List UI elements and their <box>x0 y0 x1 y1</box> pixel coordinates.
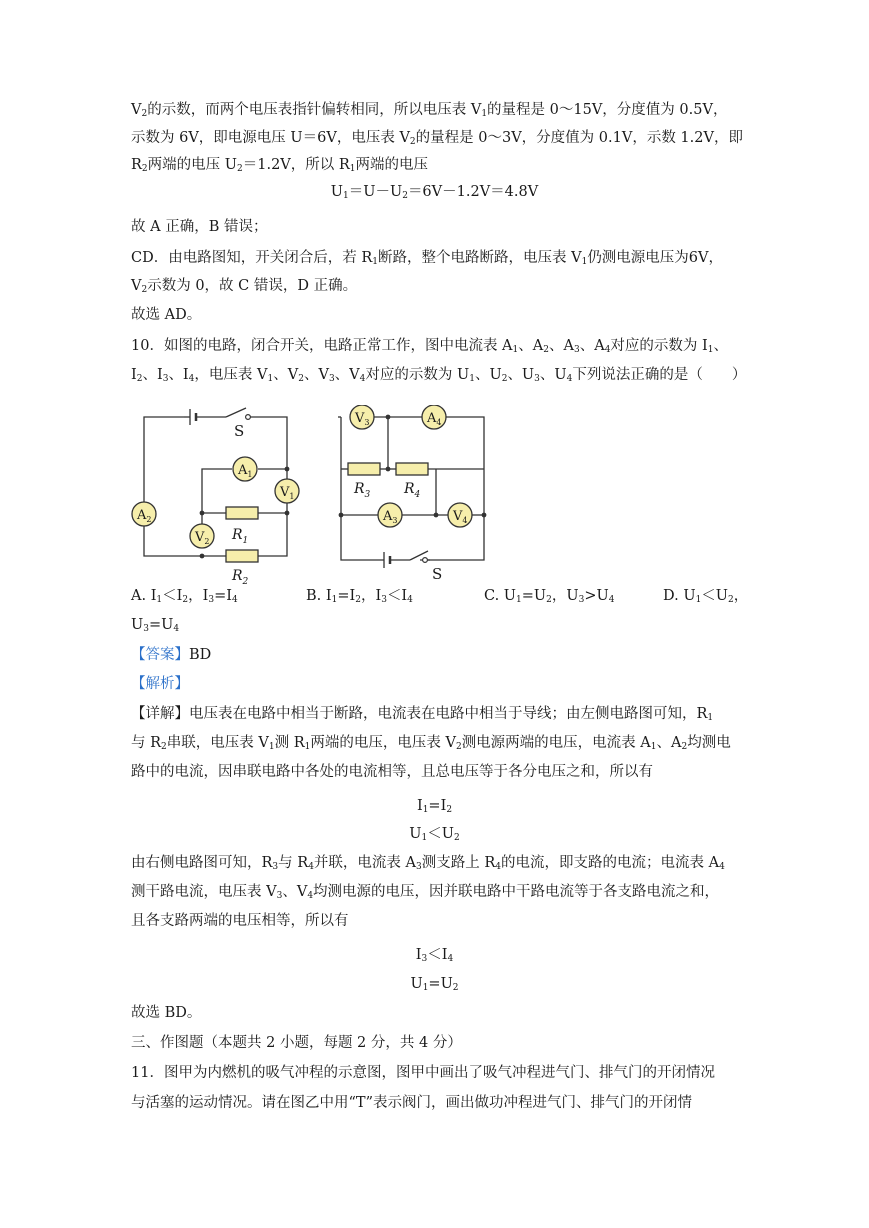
text-run: U <box>131 617 144 633</box>
subscript: 1 <box>267 374 274 384</box>
subscript: 1 <box>512 345 519 355</box>
text-run: 测干路电流，电压表 V <box>131 884 277 900</box>
text-line-l14 <box>131 674 189 694</box>
subscript: 2 <box>543 345 549 355</box>
text-run: 对应的示数为 I <box>610 338 708 354</box>
resistor-R2 <box>226 550 258 585</box>
text-run: 、V <box>273 367 299 383</box>
text-run: 测 R <box>274 735 305 751</box>
subscript: 1 <box>695 595 702 605</box>
subscript: 2 <box>141 285 148 295</box>
text-line-l5 <box>131 217 267 237</box>
svg-text:A4: $A_4$ <box>427 411 442 427</box>
subscript: 3 <box>208 595 215 605</box>
text-run: 、U <box>474 367 502 383</box>
text-line-l11d <box>663 586 748 610</box>
text-run: 故选 AD。 <box>131 307 202 323</box>
subscript: 4 <box>188 374 195 384</box>
text-line-l2 <box>131 128 743 152</box>
text-run: BD <box>189 647 212 663</box>
text-run: 、U <box>539 367 567 383</box>
text-line-l18 <box>131 796 738 820</box>
text-run: 、I <box>142 367 163 383</box>
text-run: 并联，电流表 A <box>313 855 417 871</box>
subscript: 2 <box>446 805 453 815</box>
text-run: 、V <box>282 884 308 900</box>
switch-label-left: S <box>234 422 245 440</box>
text-run: U <box>330 184 344 200</box>
text-run: ，I <box>360 588 382 604</box>
text-run: ＜I <box>427 947 448 963</box>
text-run: 、V <box>303 367 329 383</box>
text-line-l17 <box>131 762 653 782</box>
text-run: 、I <box>168 367 189 383</box>
text-run: ＜I <box>162 588 183 604</box>
text-line-l26 <box>131 1033 462 1053</box>
text-line-l10 <box>131 365 746 389</box>
text-run: ，I <box>188 588 209 604</box>
text-run: =U <box>521 588 547 604</box>
subscript: 2 <box>298 374 304 384</box>
text-run: 故选 BD。 <box>131 1005 202 1021</box>
svg-text:R2: $R_2$ <box>232 568 249 585</box>
subscript: 4 <box>231 595 238 605</box>
subscript: 4 <box>307 891 314 901</box>
text-run: 串联，电压表 V <box>166 735 269 751</box>
text-run: ， <box>733 588 749 604</box>
subscript: 2 <box>402 191 408 201</box>
text-run: 仍测电源电压为6V， <box>587 250 724 266</box>
ammeter-A2 <box>132 502 156 526</box>
resistor-R4 <box>396 463 428 500</box>
subscript: 3 <box>573 345 580 355</box>
svg-text:V4: $V_4$ <box>453 509 468 525</box>
text-line-l11 <box>131 586 238 610</box>
text-line-l12 <box>131 615 179 639</box>
text-run: I <box>416 798 423 814</box>
text-line-l28 <box>131 1093 692 1113</box>
resistor-R3 <box>348 463 380 500</box>
text-run: ＜U <box>427 826 454 842</box>
subscript: 2 <box>453 833 460 843</box>
text-line-l24 <box>131 974 738 998</box>
text-run: ＝1.2V，所以 R <box>242 157 350 173</box>
text-line-l22 <box>131 911 349 931</box>
text-run: 与 R <box>131 735 162 751</box>
subscript: 1 <box>343 191 349 201</box>
text-run: V <box>131 102 142 118</box>
text-run: 、A <box>518 338 544 354</box>
text-run: 测支路上 R <box>421 855 496 871</box>
text-run: A. I <box>131 588 157 604</box>
text-run: =I <box>214 588 232 604</box>
subscript: 3 <box>143 624 149 634</box>
text-run: D. U <box>663 588 696 604</box>
text-run: 两端的电压，电压表 V <box>310 735 456 751</box>
subscript: 1 <box>422 983 429 993</box>
text-run: 【详解】电压表在电路中相当于断路，电流表在电路中相当于导线；由左侧电路图可知，R <box>131 706 708 722</box>
text-run: 【答案】 <box>131 647 189 663</box>
text-run: 两端的电压 U <box>147 157 237 173</box>
text-run: 11．图甲为内燃机的吸气冲程的示意图，图甲中画出了吸气冲程进气门、排气门的开闭情况 <box>131 1065 715 1081</box>
text-run: 、 <box>713 338 728 354</box>
svg-text:A1: $A_1$ <box>238 463 253 479</box>
text-run: B. I <box>306 588 332 604</box>
text-line-l16 <box>131 733 731 757</box>
text-line-l21 <box>131 882 719 906</box>
text-run: C. U <box>484 588 517 604</box>
text-run: ，电压表 V <box>194 367 268 383</box>
subscript: 4 <box>608 595 615 605</box>
text-run: =U <box>428 976 453 992</box>
subscript: 3 <box>328 374 335 384</box>
text-line-l1 <box>131 100 727 124</box>
subscript: 1 <box>331 595 338 605</box>
svg-text:R1: $R_1$ <box>232 527 249 546</box>
subscript: 1 <box>481 109 488 119</box>
text-run: 下列说法正确的是（ ） <box>572 367 747 383</box>
text-run: =I <box>428 798 447 814</box>
text-line-l11b <box>306 586 413 610</box>
circuit-diagram-left <box>128 405 304 585</box>
text-run: 、A <box>656 735 682 751</box>
subscript: 3 <box>416 862 422 872</box>
text-run: 10．如图的电路，闭合开关，电路正常工作，图中电流表 A <box>131 338 513 354</box>
subscript: 3 <box>276 891 283 901</box>
text-run: 示数为 6V，即电源电压 U＝6V，电压表 V <box>131 130 410 146</box>
subscript: 1 <box>349 164 356 174</box>
subscript: 4 <box>719 862 725 872</box>
text-run: >U <box>584 588 609 604</box>
subscript: 1 <box>268 742 275 752</box>
text-run: 与 R <box>278 855 309 871</box>
ammeter-A1 <box>233 457 257 481</box>
subscript: 3 <box>534 374 540 384</box>
text-line-l3 <box>131 155 428 179</box>
text-run: 【解析】 <box>131 676 189 692</box>
subscript: 3 <box>162 374 169 384</box>
text-line-l7 <box>131 276 357 300</box>
text-run: 与活塞的运动情况。请在图乙中用“T”表示阀门，画出做功冲程进气门、排气门的开闭情 <box>131 1095 692 1111</box>
subscript: 1 <box>707 345 714 355</box>
text-run: ＜I <box>386 588 408 604</box>
voltmeter-V4 <box>448 503 472 527</box>
text-run: 路中的电流，因串联电路中各处的电流相等，且总电压等于各分电压之和，所以有 <box>131 764 653 780</box>
text-run: ，U <box>551 588 579 604</box>
subscript: 3 <box>272 862 279 872</box>
subscript: 1 <box>650 742 657 752</box>
subscript: 2 <box>141 164 148 174</box>
subscript: 4 <box>566 374 573 384</box>
subscript: 2 <box>237 164 243 174</box>
svg-text:R4: $R_4$ <box>404 481 421 500</box>
text-line-l23 <box>131 945 738 969</box>
text-line-l6 <box>131 248 723 272</box>
text-run: =I <box>337 588 356 604</box>
text-run: 的量程是 0～3V，分度值为 0.1V，示数 1.2V，即 <box>415 130 743 146</box>
resistor-R1 <box>226 507 258 546</box>
text-run: 、A <box>579 338 605 354</box>
text-run: 由右侧电路图可知，R <box>131 855 273 871</box>
subscript: 2 <box>452 983 459 993</box>
circuit-diagram-right <box>334 405 494 585</box>
text-run: 三、作图题（本题共 2 小题，每题 2 分，共 4 分） <box>131 1035 462 1051</box>
text-run: 两端的电压 <box>355 157 429 173</box>
subscript: 2 <box>728 595 734 605</box>
text-run: 的示数，而两个电压表指针偏转相同，所以电压表 V <box>147 102 482 118</box>
text-run: R <box>131 157 142 173</box>
voltmeter-V2 <box>190 524 214 548</box>
text-run: 、A <box>548 338 574 354</box>
text-line-l19 <box>131 824 738 848</box>
subscript: 4 <box>447 954 454 964</box>
subscript: 2 <box>409 137 416 147</box>
voltmeter-V3 <box>350 405 374 429</box>
text-run: 的量程是 0～15V，分度值为 0.5V， <box>487 102 728 118</box>
subscript: 3 <box>421 954 428 964</box>
svg-text:A2: $A_2$ <box>137 508 152 524</box>
subscript: 1 <box>581 257 588 267</box>
svg-text:V2: $V_2$ <box>195 530 210 546</box>
subscript: 4 <box>604 345 611 355</box>
subscript: 2 <box>681 742 688 752</box>
subscript: 1 <box>707 713 714 723</box>
text-run: 故 A 正确，B 错误； <box>131 219 268 235</box>
text-run: 且各支路两端的电压相等，所以有 <box>131 913 349 929</box>
text-run: 均测电源的电压，因并联电路中干路电流等于各支路电流之和， <box>313 884 720 900</box>
subscript: 2 <box>141 109 148 119</box>
text-line-l8 <box>131 305 201 325</box>
subscript: 1 <box>304 742 311 752</box>
text-run: 对应的示数为 U <box>365 367 470 383</box>
text-line-l27 <box>131 1063 715 1083</box>
subscript: 4 <box>359 374 366 384</box>
text-run: ＝6V－1.2V＝4.8V <box>407 184 539 200</box>
text-run: U <box>409 826 422 842</box>
subscript: 2 <box>355 595 361 605</box>
text-run: ＝U－U <box>348 184 403 200</box>
text-run: 测电源两端的电压，电流表 A <box>461 735 651 751</box>
voltmeter-V1 <box>275 479 299 503</box>
text-run: 、U <box>507 367 535 383</box>
subscript: 1 <box>516 595 522 605</box>
text-run: U <box>410 976 423 992</box>
text-line-l20 <box>131 853 725 877</box>
subscript: 1 <box>372 257 378 267</box>
subscript: 3 <box>578 595 585 605</box>
text-run: 、V <box>334 367 360 383</box>
subscript: 2 <box>546 595 552 605</box>
text-line-l9 <box>131 336 728 360</box>
ammeter-A4 <box>422 405 446 429</box>
subscript: 2 <box>455 742 462 752</box>
subscript: 1 <box>421 833 428 843</box>
text-run: I <box>131 367 137 383</box>
text-run: 示数为 0，故 C 错误，D 正确。 <box>147 278 358 294</box>
text-line-l15 <box>131 704 713 728</box>
text-run: =U <box>148 617 174 633</box>
text-run: V <box>131 278 142 294</box>
subscript: 1 <box>469 374 475 384</box>
subscript: 2 <box>182 595 189 605</box>
text-line-l13 <box>131 645 189 665</box>
text-run: 均测电 <box>687 735 731 751</box>
text-line-l25 <box>131 1003 201 1023</box>
svg-text:V3: $V_3$ <box>355 411 370 427</box>
svg-text:A3: $A_3$ <box>383 509 398 525</box>
svg-text:V1: $V_1$ <box>280 485 295 501</box>
subscript: 4 <box>407 595 413 605</box>
text-line-l4 <box>131 182 738 206</box>
ammeter-A3 <box>378 503 402 527</box>
text-run: 断路，整个电路断路，电压表 V <box>377 250 582 266</box>
text-line-l13b <box>189 645 211 665</box>
text-run: ＜U <box>701 588 729 604</box>
text-run: I <box>415 947 422 963</box>
subscript: 2 <box>136 374 143 384</box>
text-run: 的电流，即支路的电流；电流表 A <box>501 855 720 871</box>
subscript: 2 <box>501 374 508 384</box>
subscript: 4 <box>308 862 314 872</box>
subscript: 1 <box>156 595 163 605</box>
switch-label-right: S <box>432 565 443 583</box>
subscript: 2 <box>161 742 167 752</box>
text-run: CD．由电路图知，开关闭合后，若 R <box>131 250 373 266</box>
subscript: 3 <box>381 595 387 605</box>
subscript: 1 <box>422 805 429 815</box>
svg-text:R3: $R_3$ <box>354 481 371 500</box>
text-line-l11c <box>484 586 614 610</box>
subscript: 4 <box>173 624 180 634</box>
subscript: 4 <box>495 862 502 872</box>
